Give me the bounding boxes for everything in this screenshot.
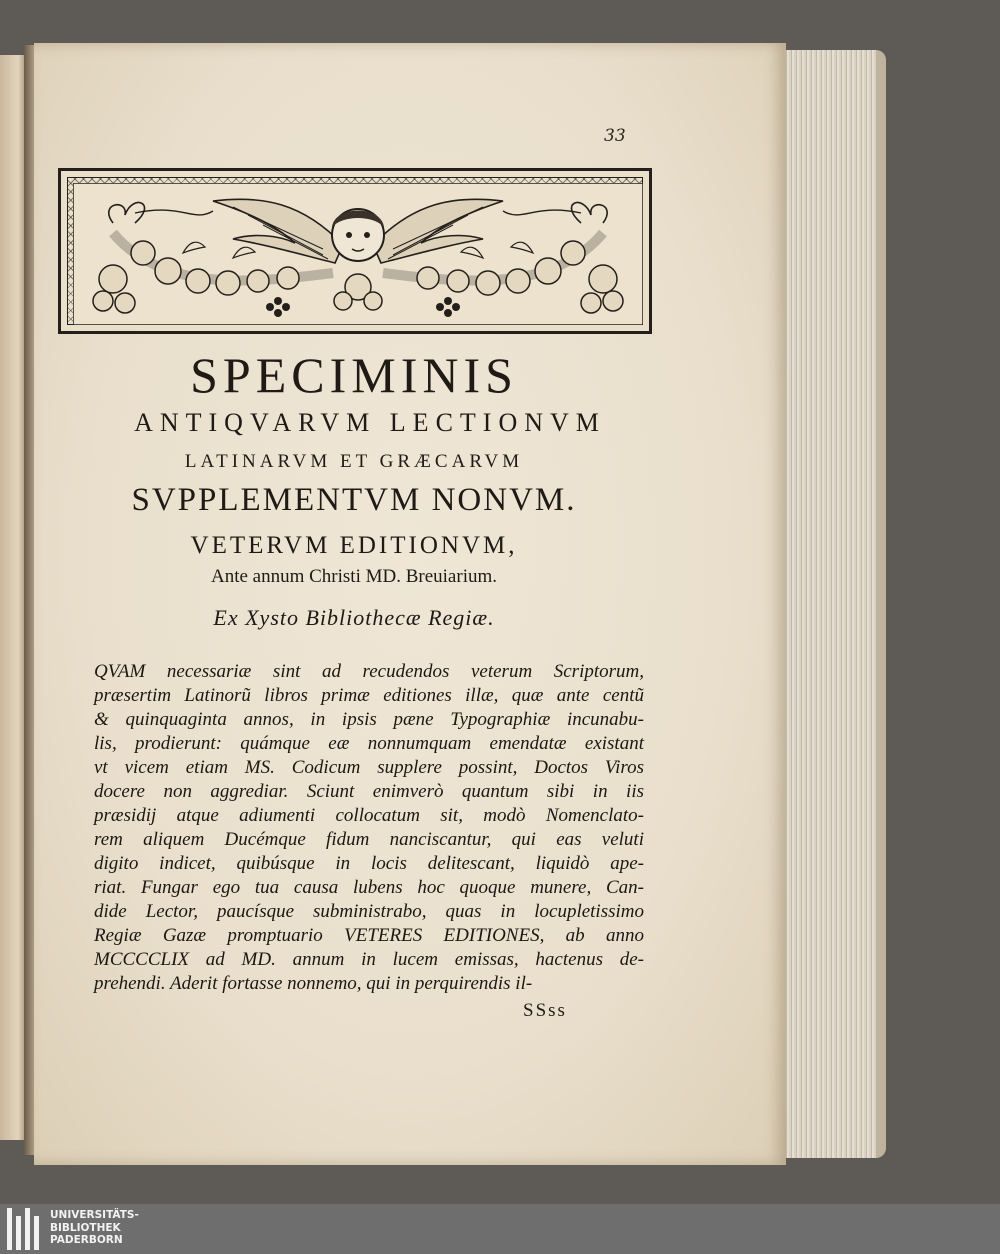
- text-line: & quinquaginta annos, in ipsis pæne Typographiæ incunabu-: [94, 709, 644, 730]
- left-page-edge: [0, 55, 26, 1140]
- library-footer: [0, 1204, 1000, 1254]
- text-line: MCCCCLIX ad MD. annum in lucem emissas, hactenus de-: [94, 949, 644, 970]
- subtitle-line-6: Ex Xysto Bibliothecæ Regiæ.: [213, 605, 495, 630]
- text-line: præsertim Latinorũ libros primæ editiones illæ, quæ ante centũ: [94, 685, 644, 706]
- library-name-line: BIBLIOTHEK: [50, 1221, 121, 1234]
- subtitle-line-4: VETERVM EDITIONVM,: [190, 532, 518, 559]
- text-line: Regiæ Gazæ promptuario VETERES EDITIONES, ab anno: [94, 925, 644, 946]
- cherub-garland-illustration: [73, 183, 643, 325]
- text-line: prehendi. Aderit fortasse nonnemo, qui in perquirendis il-: [94, 973, 533, 994]
- library-logo-icon: [5, 1208, 45, 1250]
- text-line: lis, prodierunt: quámque eæ nonnumquam emendatæ existant: [94, 733, 644, 754]
- main-title: SPECIMINIS: [190, 347, 518, 403]
- text-line: docere non aggrediar. Sciunt enimverò quantum sibi in iis: [94, 781, 644, 802]
- subtitle-line-5: Ante annum Christi MD. Breuiarium.: [210, 566, 498, 587]
- text-line: QVAM necessariæ sint ad recudendos veterum Scriptorum,: [94, 661, 644, 682]
- subtitle-line-1: ANTIQVARVM LECTIONVM: [134, 408, 606, 437]
- text-line: riat. Fungar ego tua causa lubens hoc quoque munere, Can-: [94, 877, 644, 898]
- headpiece-ornament: [58, 168, 652, 334]
- text-line: digito indicet, quibúsque in locis delitescant, liquidò ape-: [94, 853, 644, 874]
- page-stack-edge: [784, 50, 886, 1158]
- text-line: dide Lector, paucísque subministrabo, quas in locupletissimo: [94, 901, 644, 922]
- library-name-line: UNIVERSITÄTS-: [50, 1209, 139, 1221]
- text-line: vt vicem etiam MS. Codicum supplere possint, Doctos Viros: [94, 757, 644, 778]
- subtitle-line-2: LATINARVM ET GRÆCARVM: [184, 451, 524, 472]
- library-name: [50, 1209, 139, 1247]
- page-number: 33: [604, 126, 626, 146]
- text-line: præsidij atque adiumenti collocatum sit, modò Nomenclato-: [94, 805, 644, 826]
- signature-mark: SSss: [523, 1000, 567, 1021]
- library-name-line: PADERBORN: [50, 1234, 123, 1246]
- text-line: rem aliquem Ducémque fidum nanciscantur, qui eas veluti: [94, 829, 644, 850]
- body-paragraph: [94, 660, 644, 996]
- subtitle-line-3: SVPPLEMENTVM NONVM.: [131, 482, 577, 518]
